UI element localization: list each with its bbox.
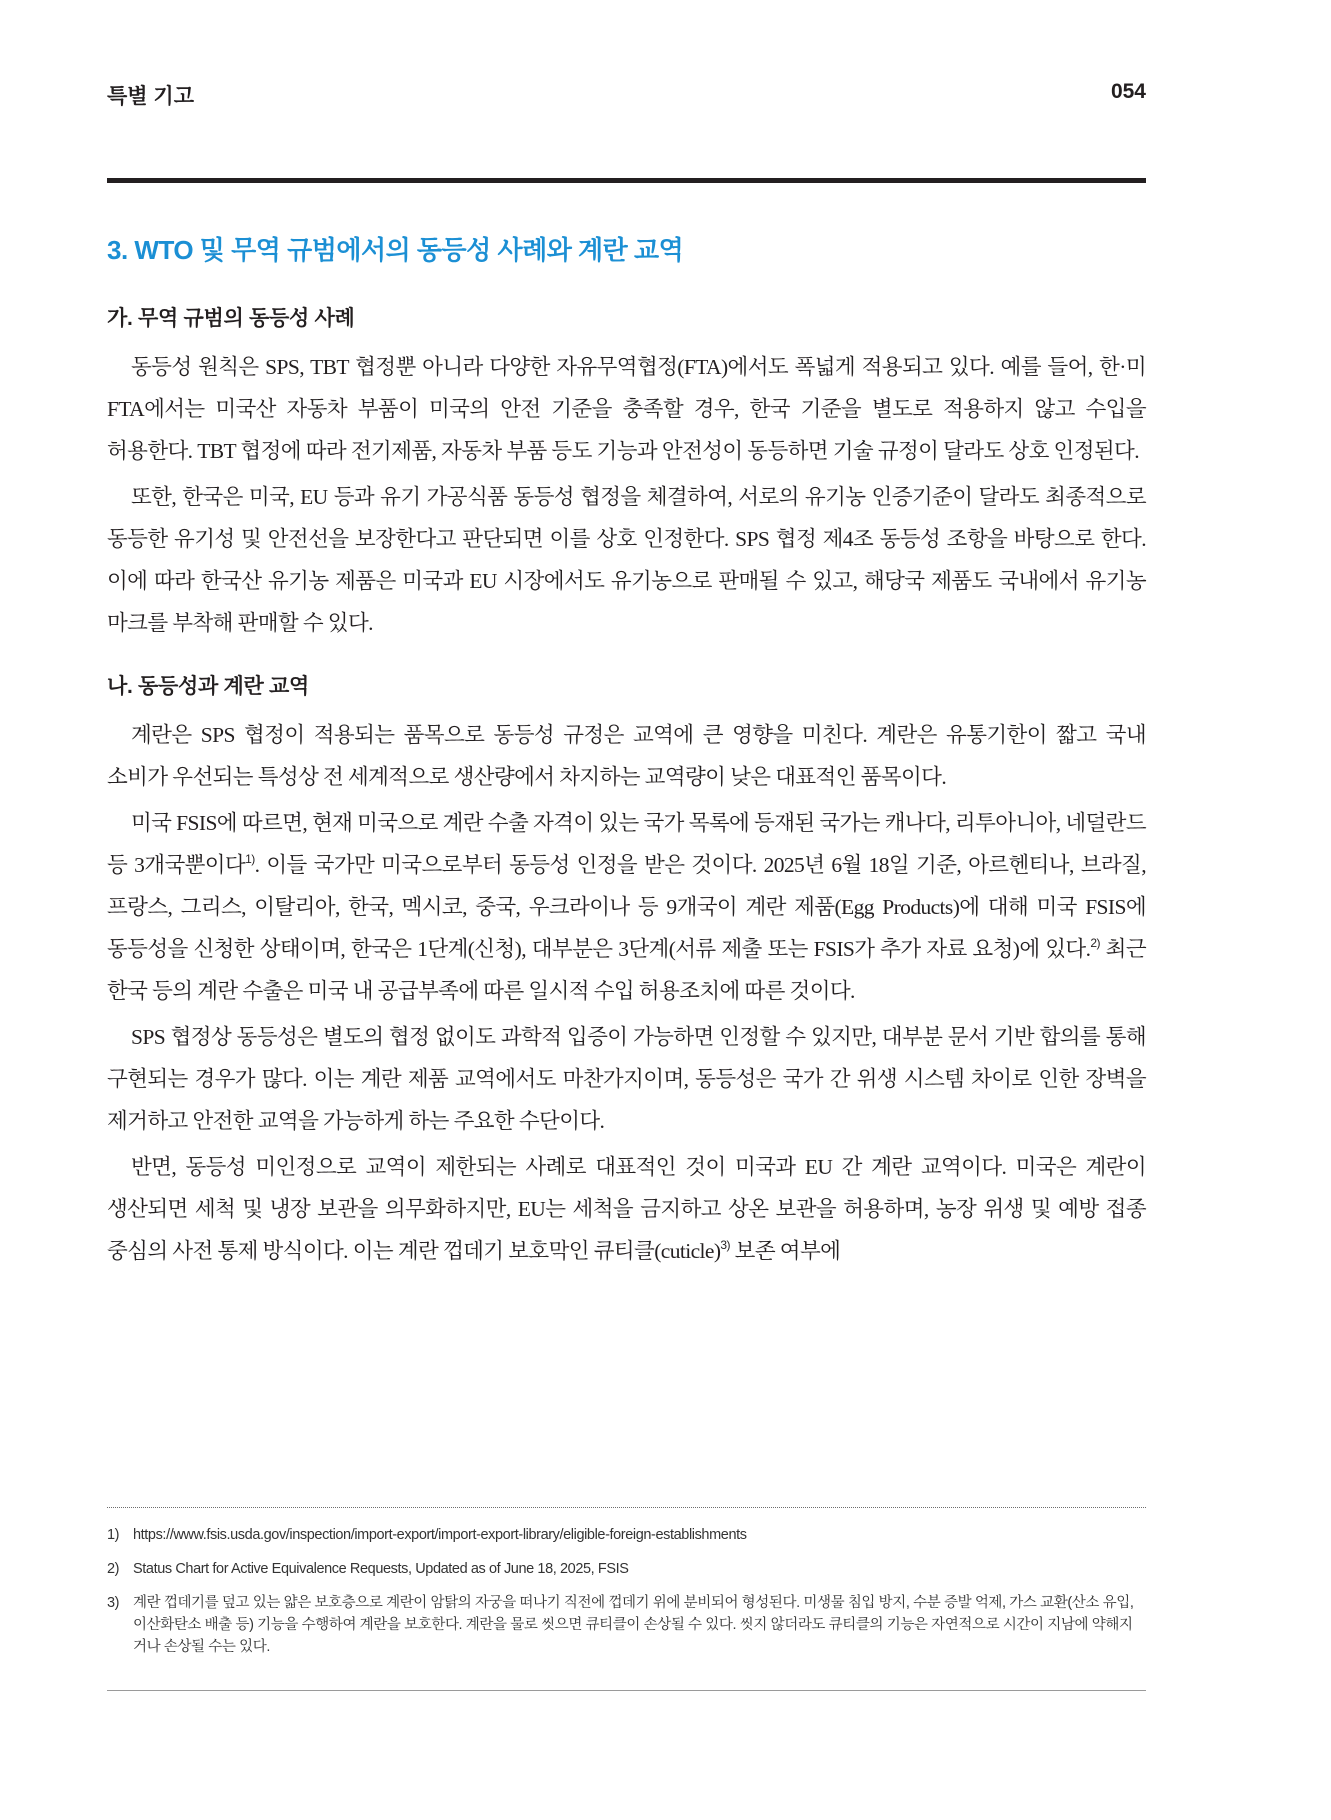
- paragraph-text: 보존 여부에: [729, 1239, 841, 1263]
- section-heading: 3. WTO 및 무역 규범에서의 동등성 사례와 계란 교역: [107, 235, 684, 265]
- footnote-1: [107, 1524, 1146, 1546]
- footnote-ref-2[interactable]: 2): [1090, 936, 1100, 950]
- footnote-link[interactable]: https://www.fsis.usda.gov/inspection/import-export/import-export-library/eligible-foreign-establishments: [133, 1527, 747, 1543]
- footnote-2: [107, 1558, 1146, 1580]
- footnote-text: Status Chart for Active Equivalence Requests, Updated as of June 18, 2025, FSIS: [133, 1561, 629, 1577]
- section-label: 특별 기고: [107, 85, 194, 108]
- document-page: [107, 0, 1146, 1820]
- footnote-bottom-divider: [107, 1690, 1146, 1691]
- paragraph-sps: SPS 협정상 동등성은 별도의 협정 없이도 과학적 입증이 가능하면 인정할 수 있지만, 대부분 문서 기반 합의를 통해 구현되는 경우가 많다. 이는 계란 제품 교역에서도 마찬가지이며, 동등성은 국가 간 위생 시스템 차이로 인한 장벽을 제거하고 안전한 교역을 가능하게 하는 주요한 수단이다.: [107, 1025, 1146, 1133]
- paragraph: 또한, 한국은 미국, EU 등과 유기 가공식품 동등성 협정을 체결하여, 서로의 유기농 인증기준이 달라도 최종적으로 동등한 유기성 및 안전선을 보장한다고 판단되면 이를 상호 인정한다. SPS 협정 제4조 동등성 조항을 바탕으로 한다. 이에 따라 한국산 유기농 제품은 미국과 EU 시장에서도 유기농으로 판매될 수 있고, 해당국 제품도 국내에서 유기농 마크를 부착해 판매할 수 있다.: [107, 485, 1146, 635]
- article-body: [107, 232, 1146, 1276]
- paragraph-text: 반면, 동등성 미인정으로 교역이 제한되는 사례로 대표적인 것이 미국과 EU 간 계란 교역이다. 미국은 계란이 생산되면 세척 및 냉장 보관을 의무화하지만, EU는 세척을 금지하고 상온 보관을 허용하며, 농장 위생 및 예방 접종 중심의 사전 통제 방식이다. 이는 계란 껍데기 보호막인 큐티클(cuticle): [107, 1155, 1146, 1263]
- paragraph: 계란은 SPS 협정이 적용되는 품목으로 동등성 규정은 교역에 큰 영향을 미친다. 계란은 유통기한이 짧고 국내 소비가 우선되는 특성상 전 세계적으로 생산량에서 차지하는 교역량이 낮은 대표적인 품목이다.: [107, 723, 1146, 789]
- footnote-number: 1): [107, 1527, 120, 1543]
- subsection-heading-na: 나. 동등성과 계란 교역: [107, 675, 310, 698]
- footnote-number: 2): [107, 1561, 120, 1577]
- page-number: 054: [1110, 80, 1146, 103]
- footnote-number: 3): [107, 1595, 120, 1611]
- page-header: [107, 80, 1146, 114]
- paragraph-text: 미국 FSIS에 따르면, 현재 미국으로 계란 수출 자격이 있는 국가 목록에 등재된 국가는 캐나다, 리투아니아, 네덜란드 등 3개국뿐이다: [107, 811, 1146, 877]
- paragraph-fsis: [107, 802, 1146, 1012]
- footnote-text: 계란 껍데기를 덮고 있는 얇은 보호층으로 계란이 암탉의 자궁을 떠나기 직전에 껍데기 위에 분비되어 형성된다. 미생물 침입 방지, 수분 증발 억제, 가스 교환(산소 유입, 이산화탄소 배출 등) 기능을 수행하여 계란을 보호한다. 계란을 물로 씻으면 큐티클이 손상될 수 있다. 씻지 않더라도 큐티클의 기능은 자연적으로 시간이 지남에 약해지거나 손상될 수는 있다.: [133, 1595, 1134, 1655]
- footnotes: [107, 1507, 1146, 1670]
- footnote-divider: [107, 1507, 1146, 1508]
- footnote-ref-3[interactable]: 3): [720, 1238, 730, 1252]
- paragraph: 동등성 원칙은 SPS, TBT 협정뿐 아니라 다양한 자유무역협정(FTA)에서도 폭넓게 적용되고 있다. 예를 들어, 한·미 FTA에서는 미국산 자동차 부품이 미국의 안전 기준을 충족할 경우, 한국 기준을 별도로 적용하지 않고 수입을 허용한다. TBT 협정에 따라 전기제품, 자동차 부품 등도 기능과 안전성이 동등하면 기술 규정이 달라도 상호 인정된다.: [107, 355, 1146, 463]
- paragraph-text: 최근 한국 등의 계란 수출은 미국 내 공급부족에 따른 일시적 수입 허용조치에 따른 것이다.: [107, 937, 1146, 1003]
- subsection-heading-ga: 가. 무역 규범의 동등성 사례: [107, 307, 355, 330]
- footnote-3: [107, 1592, 1146, 1658]
- footnote-ref-1[interactable]: 1): [245, 852, 255, 866]
- paragraph-eu: [107, 1146, 1146, 1272]
- header-divider: [107, 178, 1146, 183]
- paragraph-text: . 이들 국가만 미국으로부터 동등성 인정을 받은 것이다. 2025년 6월 18일 기준, 아르헨티나, 브라질, 프랑스, 그리스, 이탈리아, 한국, 멕시코, 중국, 우크라이나 등 9개국이 계란 제품(Egg Products)에 대해 미국 FSIS에 동등성을 신청한 상태이며, 한국은 1단계(신청), 대부분은 3단계(서류 제출 또는 FSIS가 추가 자료 요청)에 있다.: [107, 853, 1146, 961]
